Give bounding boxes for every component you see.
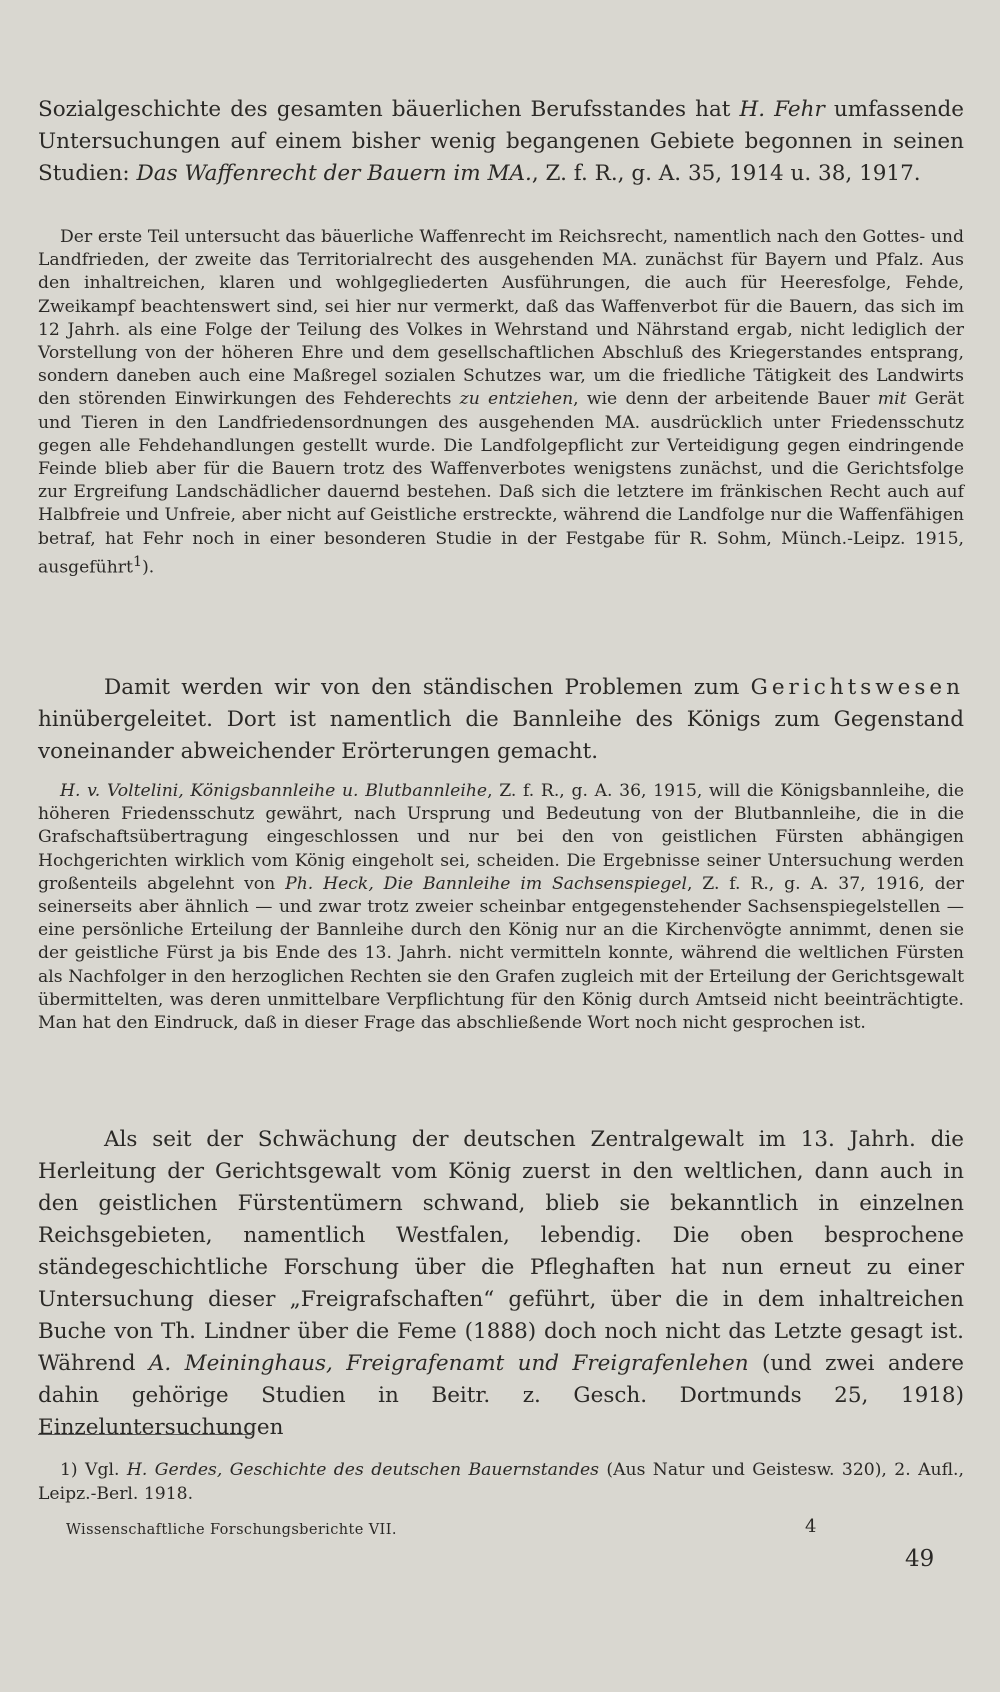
paragraph-gerichtswesen-transition (38, 672, 964, 768)
italic-run: Ph. Heck, Die Bannleihe im Sachsenspiegel (285, 873, 687, 894)
text-run: hinübergeleitet. Dort ist namentlich die Bannleihe des Königs zum Gegenstand voneinander abweichender Erörterungen gemacht. (38, 707, 964, 764)
paragraph-freigrafschaften (38, 1124, 964, 1444)
text-run: , Z. f. R., g. A. 36, 1915, will die Königsbannleihe, die höheren Friedensschutz gewährt, nach Ursprung und Bedeutung von der Blutbannleihe, die in die Grafschaftsübertragung eingeschlossen und nur bei den von geistlichen Fürsten abhängigen Hochgerichten wirklich vom König eingeholt sei, scheiden. Die Ergebnisse seiner Untersuchung werden großenteils abgelehnt von (38, 781, 964, 894)
paragraph-fehr-intro (38, 94, 964, 190)
page-number: 49 (905, 1546, 935, 1572)
footnote-rule (38, 1434, 252, 1435)
sheet-signature: 4 (805, 1516, 817, 1537)
text-run: 1) Vgl. (60, 1460, 127, 1480)
spaced-run: Gerichtswesen (750, 675, 964, 700)
text-run: , Z. f. R., g. A. 37, 1916, der seinerseits aber ähnlich — und zwar trotz zweier scheinbar entgegenstehender Sachsenspiegelstellen — eine persönliche Erteilung der Bannleihe durch den König nur an die Kirchenvögte annimmt, denen sie der geistliche Fürst ja bis Ende des 13. Jahrh. nicht vermitteln konnte, während die weltlichen Fürsten als Nachfolger in den herzoglichen Rechten sie den Grafen zugleich mit der Erteilung der Gerichtsgewalt übermittelten, was deren unmittelbare Verpflichtung für den König durch Amtseid nicht beeinträchtigte. Man hat den Eindruck, daß in dieser Frage das abschließende Wort noch nicht gesprochen ist. (38, 873, 964, 1034)
text-run: , Z. f. R., g. A. 35, 1914 u. 38, 1917. (531, 161, 921, 186)
italic-run: H. v. Voltelini, Königsbannleihe u. Blutbannleihe (60, 781, 488, 801)
text-run: Gerät und Tieren in den Landfriedensordnungen des ausgehenden MA. ausdrücklich unter Friedensschutz gegen alle Fehdehandlungen gestellt wurde. Die Landfolgepflicht zur Verteidigung gegen eindringende Feinde blieb aber für die Bauern trotz des Waffenverbotes wenigstens zunächst, und die Gerichtsfolge zur Ergreifung Landschädlicher dauernd bestehen. Daß sich die letztere im fränkischen Recht auch auf Halbfreie und Unfreie, aber nicht auf Geistliche erstreckte, während die Landfolge nur die Waffenfähigen betraf, hat Fehr noch in einer besonderen Studie in der Festgabe für R. Sohm, Münch.-Leipz. 1915, ausgeführt (38, 389, 964, 578)
text-run: ). (142, 557, 155, 578)
series-signature: Wissenschaftliche Forschungsberichte VII. (66, 1522, 397, 1538)
text-run: Der erste Teil untersucht das bäuerliche Waffenrecht im Reichsrecht, namentlich nach den Gottes- und Landfrieden, der zweite das Territorialrecht des ausgehenden MA. zunächst für Bayern und Pfalz. Aus den inhaltreichen, klaren und wohlgegliederten Ausführungen, die auch für Heeresfolge, Fehde, Zweikampf beachtenswert sind, sei hier nur vermerkt, daß das Waffenverbot für die Bauern, das sich im 12 Jahrh. als eine Folge der Teilung des Volkes in Wehrstand und Nährstand ergab, nicht lediglich der Vorstellung von der höheren Ehre und dem gesellschaftlichen Abschluß des Kriegerstandes entsprang, sondern daneben auch eine Maßregel sozialen Schutzes war, um die friedliche Tätigkeit des Landwirts den störenden Einwirkungen des Fehderechts (38, 227, 964, 410)
italic-run: mit (877, 389, 907, 410)
text-run: Als seit der Schwächung der deutschen Zentralgewalt im 13. Jahrh. die Herleitung der Gerichtsgewalt vom König zuerst in den weltlichen, dann auch in den geistlichen Fürstentümern schwand, blieb sie bekanntlich in einzelnen Reichsgebieten, namentlich Westfalen, lebendig. Die oben besprochene ständegeschichtliche Forschung über die Pfleghaften hat nun erneut zu einer Untersuchung dieser „Freigrafschaften“ geführt, über die in dem inhaltreichen Buche von Th. Lindner über die Feme (1888) doch noch nicht das Letzte gesagt ist. Während (38, 1127, 964, 1376)
text-run: (Aus Natur und Geistesw. 320), 2. Aufl., Leipz.-Berl. 1918. (38, 1460, 964, 1504)
footnote-marker: 1 (132, 553, 143, 570)
italic-run: Das Waffenrecht der Bauern im MA. (136, 161, 532, 186)
text-run: Damit werden wir von den ständischen Problemen zum (104, 675, 751, 700)
footnote-1 (38, 1458, 964, 1506)
text-run: , wie denn der arbeitende Bauer (573, 389, 878, 410)
text-run: Sozialgeschichte des gesamten bäuerlichen Berufsstandes hat (38, 97, 740, 122)
italic-run: H. Fehr (739, 97, 825, 122)
paragraph-bannleihe-discussion (38, 780, 964, 1035)
italic-run: H. Gerdes, Geschichte des deutschen Bauernstandes (126, 1460, 599, 1480)
italic-run: A. Meininghaus, Freigrafenamt und Freigrafenlehen (148, 1351, 749, 1376)
text-run: umfassende Untersuchungen auf einem bisher wenig begangenen Gebiete begonnen in seinen Studien: (38, 97, 964, 186)
italic-run: zu entziehen (459, 389, 574, 410)
text-run: (und zwei andere dahin gehörige Studien in Beitr. z. Gesch. Dortmunds 25, 1918) Einzeluntersuchungen (38, 1351, 964, 1440)
paragraph-waffenrecht-summary (38, 226, 964, 580)
